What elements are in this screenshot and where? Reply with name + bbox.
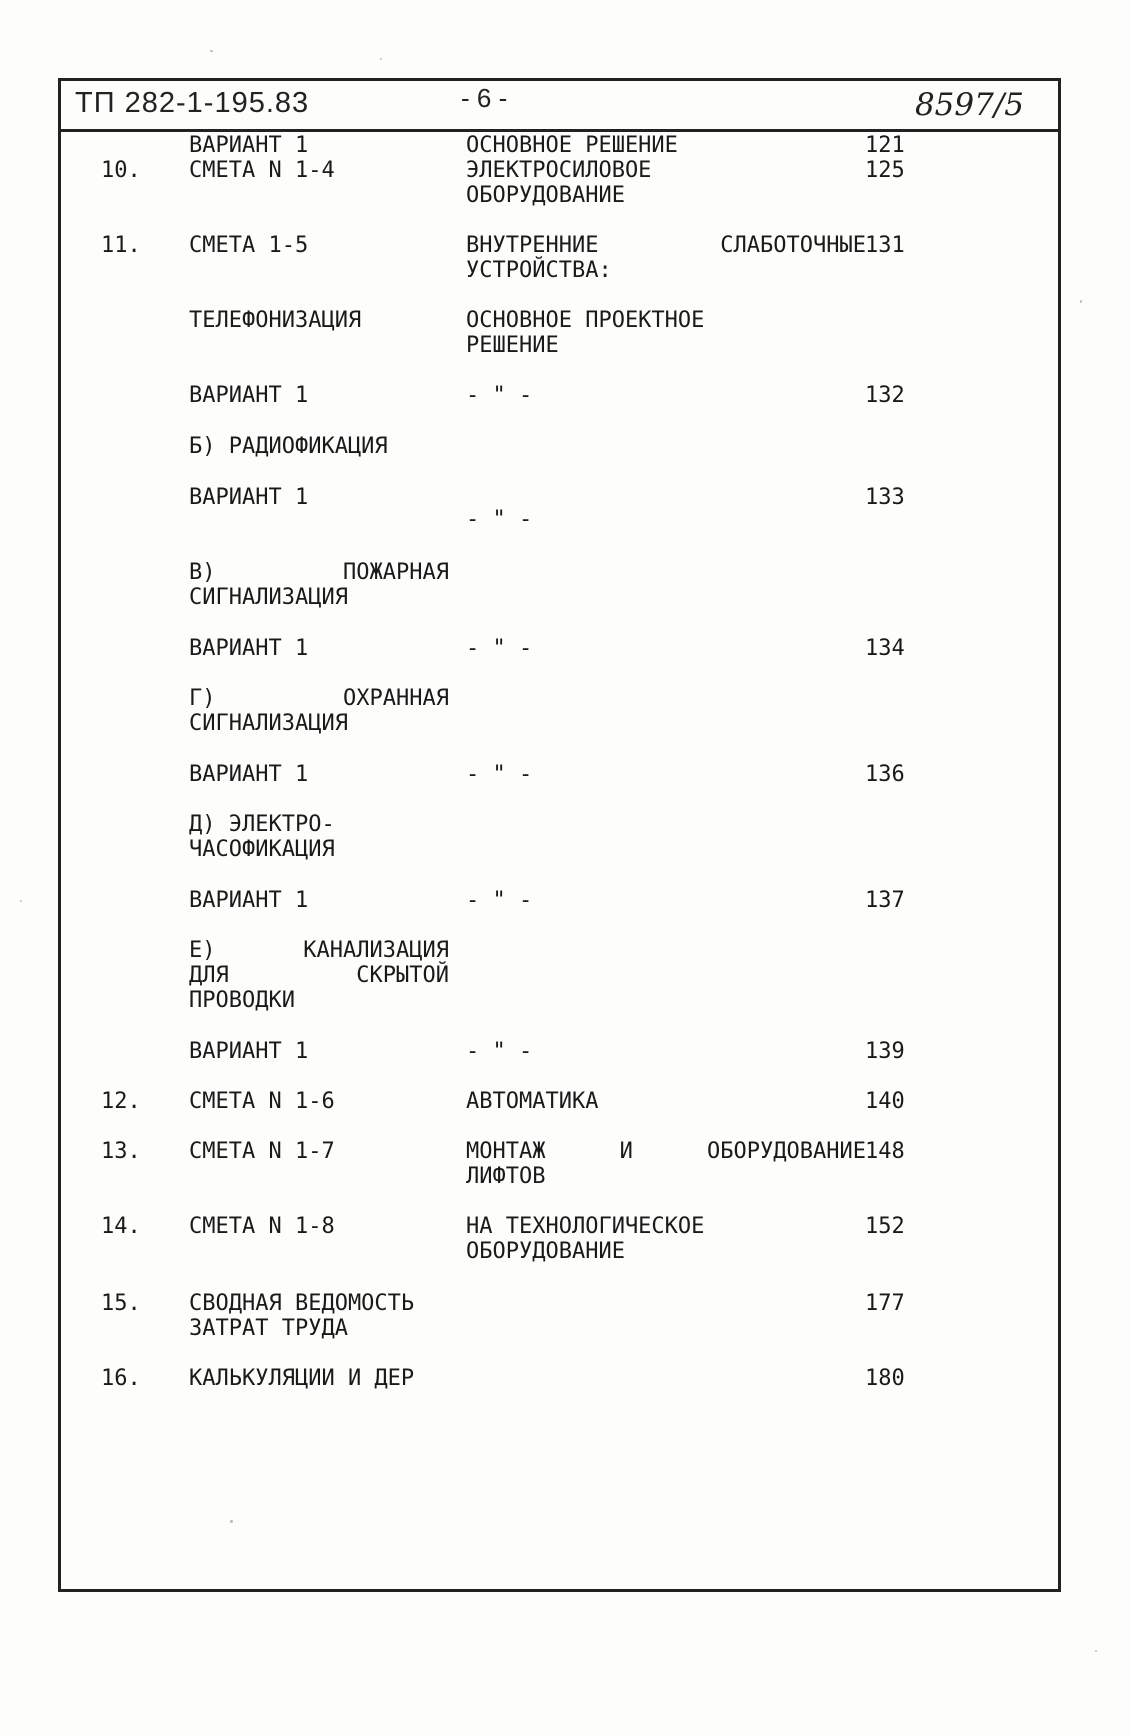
item-name [189, 812, 449, 862]
item-name [189, 1291, 449, 1341]
item-description: - " - [466, 1039, 533, 1064]
item-description: - " - [466, 507, 533, 532]
item-page: 125 [865, 158, 905, 183]
item-page: 132 [865, 383, 905, 408]
item-description [466, 158, 866, 208]
name-line: ЗАТРАТ ТРУДА [189, 1316, 348, 1341]
name-word: ПОЖАРНАЯ [343, 560, 449, 585]
handwritten-doc-number: 8597/5 [914, 87, 1024, 123]
item-page: 121 [865, 133, 905, 158]
item-name: СМЕТА 1-5 [189, 233, 309, 258]
scan-speck [210, 50, 213, 52]
item-description [466, 233, 866, 283]
item-name: ВАРИАНТ 1 [189, 485, 309, 510]
name-line [189, 963, 449, 988]
item-page: 133 [865, 485, 905, 510]
description-word: ВНУТРЕННИЕ [466, 233, 599, 258]
item-name: ТЕЛЕФОНИЗАЦИЯ [189, 308, 362, 333]
description-line [466, 1139, 866, 1164]
scan-speck [20, 900, 22, 902]
document-frame [58, 78, 1061, 1592]
scan-speck [380, 58, 382, 60]
item-number: 12. [101, 1089, 141, 1114]
item-description: - " - [466, 888, 533, 913]
description-line: РЕШЕНИЕ [466, 333, 559, 358]
item-name: СМЕТА N 1-7 [189, 1139, 335, 1164]
name-line: СИГНАЛИЗАЦИЯ [189, 585, 348, 610]
item-page: 139 [865, 1039, 905, 1064]
item-page: 152 [865, 1214, 905, 1239]
name-word: Г) [189, 686, 216, 711]
item-name: СМЕТА N 1-8 [189, 1214, 335, 1239]
item-name: СМЕТА N 1-6 [189, 1089, 335, 1114]
description-line: ОСНОВНОЕ ПРОЕКТНОЕ [466, 308, 705, 333]
item-description: - " - [466, 762, 533, 787]
item-number: 11. [101, 233, 141, 258]
description-word: И [619, 1139, 633, 1164]
item-number: 14. [101, 1214, 141, 1239]
item-description: - " - [466, 636, 533, 661]
name-line: ЧАСОФИКАЦИЯ [189, 837, 335, 862]
name-line: СВОДНАЯ ВЕДОМОСТЬ [189, 1291, 415, 1316]
name-word: В) [189, 560, 216, 585]
description-line: ЭЛЕКТРОСИЛОВОЕ [466, 158, 652, 183]
description-line: ОБОРУДОВАНИЕ [466, 1239, 625, 1264]
item-name: ВАРИАНТ 1 [189, 1039, 309, 1064]
name-line [189, 560, 449, 585]
item-page: 177 [865, 1291, 905, 1316]
item-name: ВАРИАНТ 1 [189, 133, 309, 158]
item-page: 134 [865, 636, 905, 661]
item-page: 180 [865, 1366, 905, 1391]
description-line: НА ТЕХНОЛОГИЧЕСКОЕ [466, 1214, 705, 1239]
name-line: ПРОВОДКИ [189, 988, 295, 1013]
item-number: 13. [101, 1139, 141, 1164]
item-page: 148 [865, 1139, 905, 1164]
name-line [189, 686, 449, 711]
item-name: КАЛЬКУЛЯЦИИ И ДЕР [189, 1366, 415, 1391]
description-word: МОНТАЖ [466, 1139, 546, 1164]
item-page: 137 [865, 888, 905, 913]
item-number: 10. [101, 158, 141, 183]
description-line: УСТРОЙСТВА: [466, 258, 612, 283]
name-word: СКРЫТОЙ [356, 963, 449, 988]
item-description [466, 1139, 866, 1189]
item-name: Б) РАДИОФИКАЦИЯ [189, 434, 388, 459]
description-line: ОБОРУДОВАНИЕ [466, 183, 625, 208]
item-name: ВАРИАНТ 1 [189, 383, 309, 408]
name-word: ДЛЯ [189, 963, 229, 988]
page-number: - 6 - [461, 83, 508, 113]
description-word: СЛАБОТОЧНЫЕ [720, 233, 866, 258]
name-line [189, 938, 449, 963]
item-name: ВАРИАНТ 1 [189, 888, 309, 913]
name-line: СИГНАЛИЗАЦИЯ [189, 711, 348, 736]
item-description [466, 1214, 866, 1264]
name-line: Д) ЭЛЕКТРО- [189, 812, 335, 837]
description-line: ЛИФТОВ [466, 1164, 546, 1189]
item-page: 140 [865, 1089, 905, 1114]
scan-speck [230, 1520, 233, 1523]
document-code: ТП 282-1-195.83 [75, 87, 310, 119]
page-header [61, 81, 1058, 132]
name-word: Е) [189, 938, 216, 963]
description-line [466, 233, 866, 258]
item-description [466, 308, 866, 358]
item-description: АВТОМАТИКА [466, 1089, 599, 1114]
scan-speck [1080, 300, 1082, 303]
item-description: ОСНОВНОЕ РЕШЕНИЕ [466, 133, 678, 158]
item-name: ВАРИАНТ 1 [189, 636, 309, 661]
item-name [189, 560, 449, 610]
item-page: 131 [865, 233, 905, 258]
item-name [189, 686, 449, 736]
item-name: ВАРИАНТ 1 [189, 762, 309, 787]
description-word: ОБОРУДОВАНИЕ [707, 1139, 866, 1164]
item-number: 15. [101, 1291, 141, 1316]
item-name [189, 938, 449, 1013]
name-word: КАНАЛИЗАЦИЯ [303, 938, 449, 963]
item-name: СМЕТА N 1-4 [189, 158, 335, 183]
name-word: ОХРАННАЯ [343, 686, 449, 711]
scan-speck [1095, 1650, 1097, 1652]
item-page: 136 [865, 762, 905, 787]
item-number: 16. [101, 1366, 141, 1391]
item-description: - " - [466, 383, 533, 408]
